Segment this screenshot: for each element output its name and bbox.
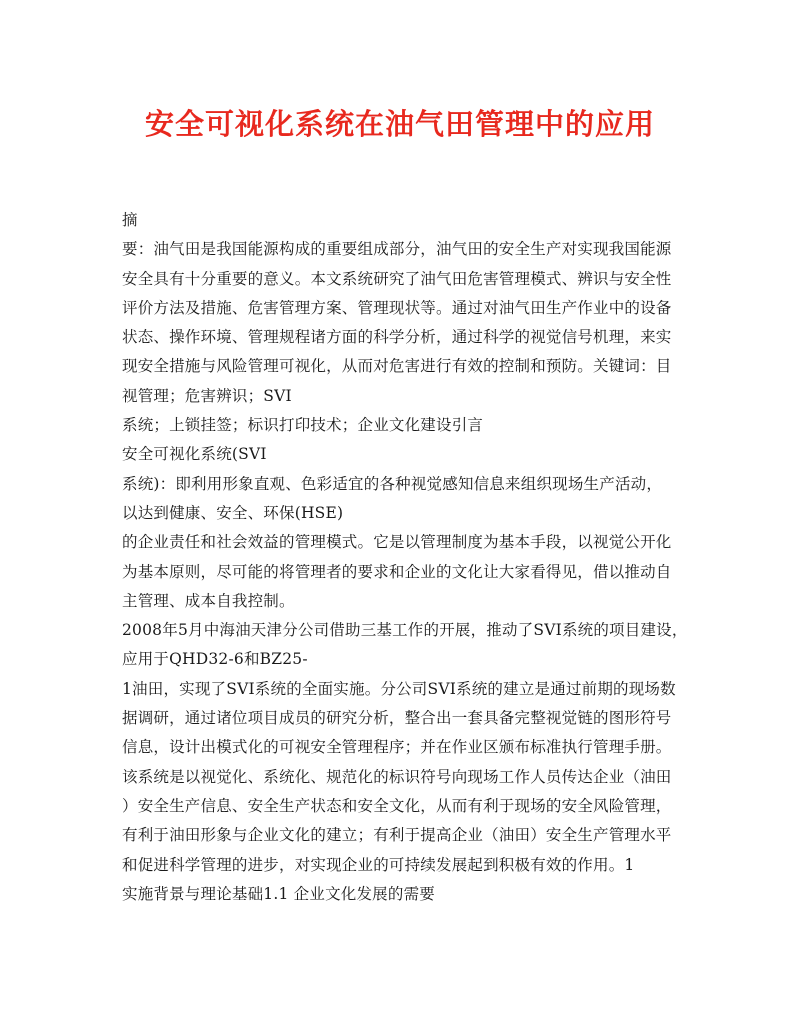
text-line: 状态、操作环境、管理规程诸方面的科学分析，通过科学的视觉信号机理，来实	[122, 328, 672, 347]
document-body	[122, 206, 692, 909]
text-line: 的企业责任和社会效益的管理模式。它是以管理制度为基本手段，以视觉公开化	[122, 533, 672, 552]
text-line: 和促进科学管理的进步，对实现企业的可持续发展起到积极有效的作用。1	[122, 855, 635, 874]
page-title: 安全可视化系统在油气田管理中的应用	[144, 107, 655, 141]
text-line: 2008年5月中海油天津分公司借助三基工作的开展，推动了SVI系统的项目建设，	[122, 621, 688, 640]
text-line: 为基本原则，尽可能的将管理者的要求和企业的文化让大家看得见，借以推动自	[122, 562, 672, 581]
text-line: 视管理；危害辨识；SVI	[122, 386, 292, 405]
text-line: 以达到健康、安全、环保(HSE)	[122, 503, 344, 522]
text-line: 主管理、成本自我控制。	[122, 591, 295, 610]
text-line: 据调研，通过诸位项目成员的研究分析，整合出一套具备完整视觉链的图形符号	[122, 709, 672, 728]
text-line: ）安全生产信息、安全生产状态和安全文化，从而有利于现场的安全风险管理，	[122, 796, 672, 815]
text-line: 摘	[122, 211, 138, 229]
text-line: 1油田，实现了SVI系统的全面实施。分公司SVI系统的建立是通过前期的现场数	[122, 679, 676, 698]
text-line: 有利于油田形象与企业文化的建立；有利于提高企业（油田）安全生产管理水平	[122, 826, 672, 845]
text-line: 系统；上锁挂签；标识打印技术；企业文化建设引言	[122, 416, 484, 435]
text-line: 应用于QHD32-6和BZ25-	[122, 650, 308, 669]
text-line: 信息，设计出模式化的可视安全管理程序；并在作业区颁布标准执行管理手册。	[122, 738, 672, 757]
text-line: 系统)：即利用形象直观、色彩适宜的各种视觉感知信息来组织现场生产活动，	[122, 474, 663, 493]
text-line: 评价方法及措施、危害管理方案、管理现状等。通过对油气田生产作业中的设备	[122, 298, 672, 317]
text-line: 安全具有十分重要的意义。本文系统研究了油气田危害管理模式、辨识与安全性	[122, 269, 672, 288]
text-line: 安全可视化系统(SVI	[122, 445, 267, 464]
text-line: 要：油气田是我国能源构成的重要组成部分，油气田的安全生产对实现我国能源	[122, 240, 672, 259]
text-line: 现安全措施与风险管理可视化，从而对危害进行有效的控制和预防。关键词：目	[122, 357, 672, 376]
text-line: 实施背景与理论基础1.1 企业文化发展的需要	[122, 884, 435, 903]
text-line: 该系统是以视觉化、系统化、规范化的标识符号向现场工作人员传达企业（油田	[122, 767, 672, 786]
